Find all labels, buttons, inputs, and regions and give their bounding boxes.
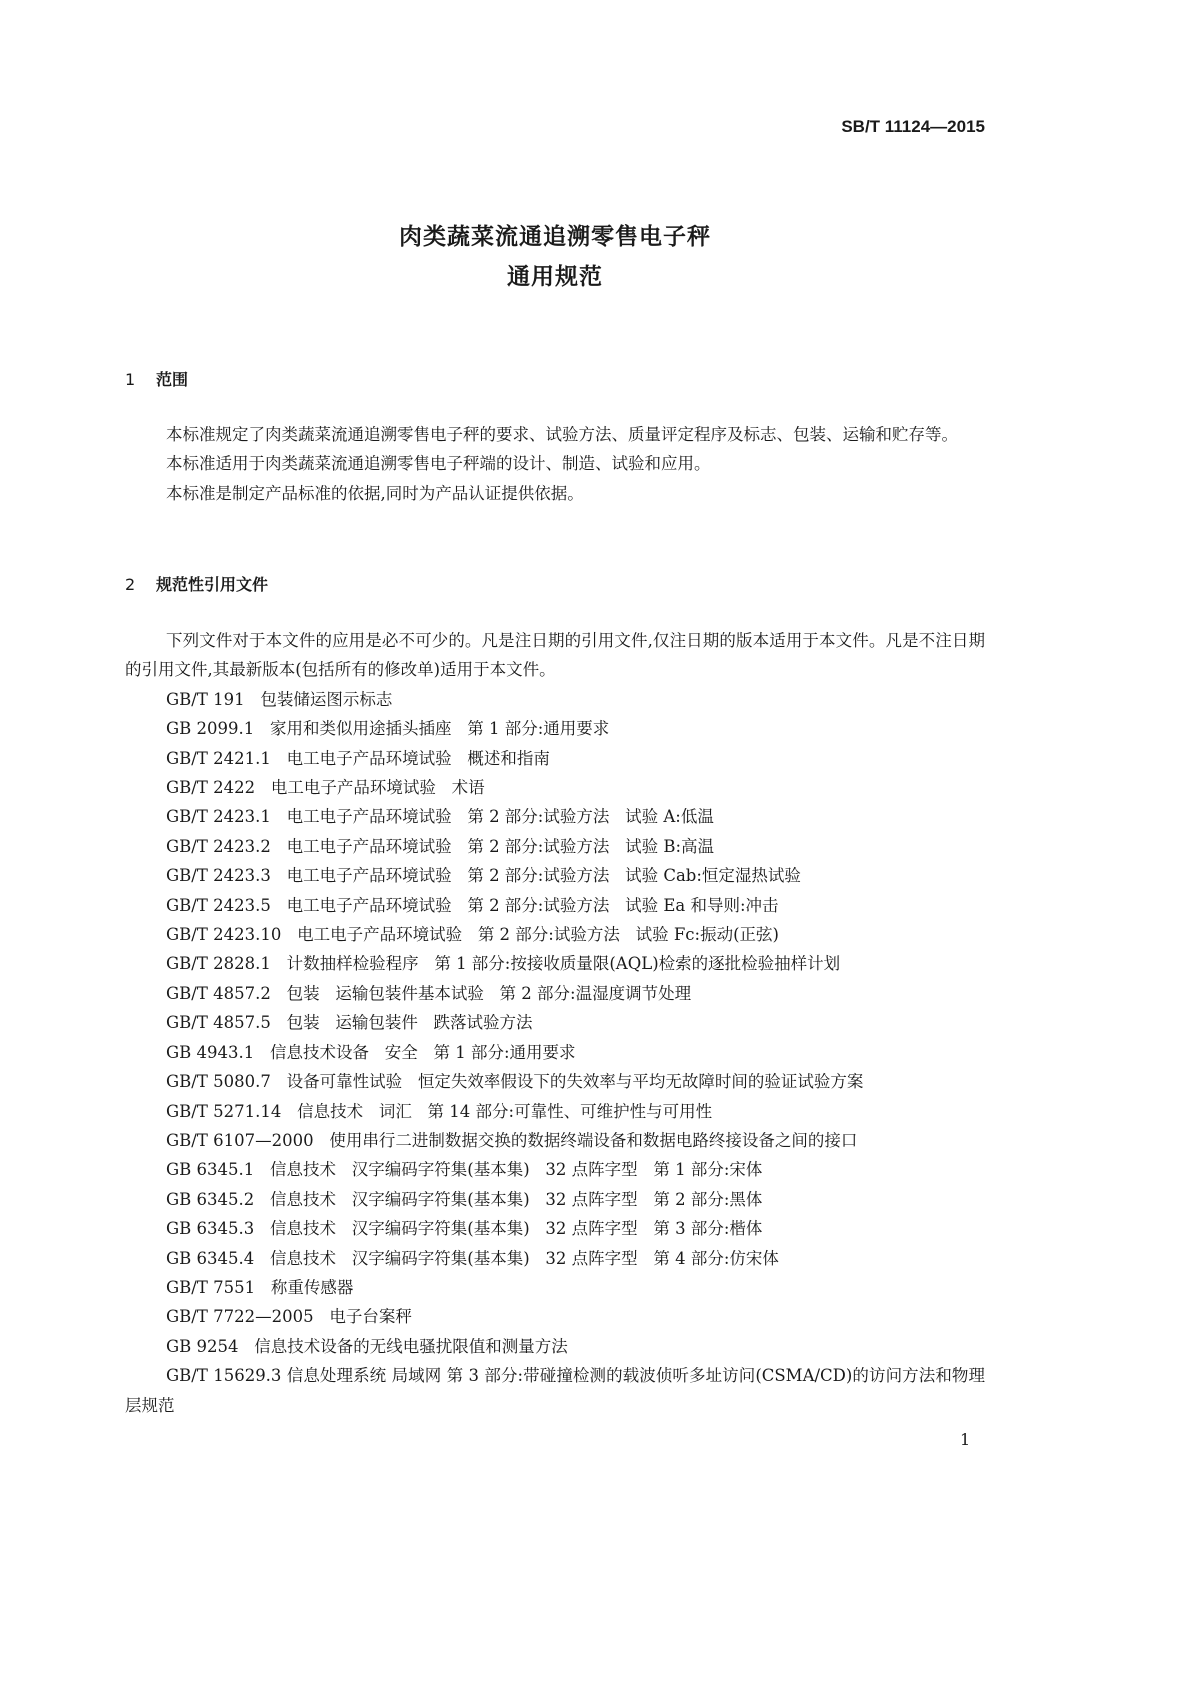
section-heading-scope <box>125 367 188 390</box>
reference-item: GB/T 6107—2000 使用串行二进制数据交换的数据终端设备和数据电路终接设备之间的接口 <box>166 1130 858 1150</box>
reference-item: GB 6345.3 信息技术 汉字编码字符集(基本集) 32 点阵字型 第 3 部分:楷体 <box>166 1219 763 1239</box>
section-number: 1 <box>125 370 136 389</box>
reference-item: GB/T 2423.2 电工电子产品环境试验 第 2 部分:试验方法 试验 B:高温 <box>166 836 715 856</box>
reference-item: GB/T 7551 称重传感器 <box>166 1277 354 1297</box>
reference-item: GB 4943.1 信息技术设备 安全 第 1 部分:通用要求 <box>166 1042 576 1062</box>
reference-item: GB/T 4857.2 包装 运输包装件基本试验 第 2 部分:温湿度调节处理 <box>166 983 692 1003</box>
reference-item: GB 2099.1 家用和类似用途插头插座 第 1 部分:通用要求 <box>166 719 610 739</box>
reference-item: GB 6345.4 信息技术 汉字编码字符集(基本集) 32 点阵字型 第 4 部分:仿宋体 <box>166 1248 779 1268</box>
reference-item: GB/T 5080.7 设备可靠性试验 恒定失效率假设下的失效率与平均无故障时间的验证试验方案 <box>166 1072 864 1092</box>
reference-item: GB/T 7722—2005 电子台案秤 <box>166 1307 412 1327</box>
reference-item: GB/T 2423.3 电工电子产品环境试验 第 2 部分:试验方法 试验 Cab:恒定湿热试验 <box>166 866 801 886</box>
standard-code: SB/T 11124—2015 <box>841 117 985 136</box>
document-title: 肉类蔬菜流通追溯零售电子秤 <box>399 224 711 250</box>
page-number: 1 <box>960 1430 971 1449</box>
reference-item: GB/T 2423.1 电工电子产品环境试验 第 2 部分:试验方法 试验 A:低温 <box>166 807 714 827</box>
reference-item: GB/T 2421.1 电工电子产品环境试验 概述和指南 <box>166 748 550 768</box>
reference-item: GB/T 191 包装储运图示标志 <box>166 689 393 709</box>
document-subtitle: 通用规范 <box>507 264 603 290</box>
section-number: 2 <box>125 575 136 594</box>
references-body <box>125 626 985 1420</box>
paragraph: 本标准适用于肉类蔬菜流通追溯零售电子秤端的设计、制造、试验和应用。 <box>166 454 711 474</box>
reference-item: GB 9254 信息技术设备的无线电骚扰限值和测量方法 <box>166 1336 568 1356</box>
reference-item: GB/T 2423.5 电工电子产品环境试验 第 2 部分:试验方法 试验 Ea 和导则:冲击 <box>166 895 779 915</box>
paragraph: 本标准是制定产品标准的依据,同时为产品认证提供依据。 <box>166 483 584 503</box>
reference-item: GB/T 5271.14 信息技术 词汇 第 14 部分:可靠性、可维护性与可用性 <box>166 1101 713 1121</box>
reference-item: GB/T 2422 电工电子产品环境试验 术语 <box>166 778 485 798</box>
reference-item: GB/T 15629.3 信息处理系统 局域网 第 3 部分:带碰撞检测的载波侦听多址访问(CSMA/CD)的访问方法和物理层规范 <box>125 1366 985 1415</box>
reference-item: GB 6345.1 信息技术 汉字编码字符集(基本集) 32 点阵字型 第 1 部分:宋体 <box>166 1160 763 1180</box>
paragraph: 本标准规定了肉类蔬菜流通追溯零售电子秤的要求、试验方法、质量评定程序及标志、包装、运输和贮存等。 <box>166 425 958 444</box>
reference-item: GB/T 2828.1 计数抽样检验程序 第 1 部分:按接收质量限(AQL)检索的逐批检验抽样计划 <box>166 954 841 974</box>
scope-body <box>125 420 985 508</box>
section-heading-normative-references <box>125 572 268 595</box>
reference-item: GB/T 4857.5 包装 运输包装件 跌落试验方法 <box>166 1013 533 1033</box>
section-title: 范围 <box>156 370 189 389</box>
paragraph: 下列文件对于本文件的应用是必不可少的。凡是注日期的引用文件,仅注日期的版本适用于本文件。凡是不注日期的引用文件,其最新版本(包括所有的修改单)适用于本文件。 <box>125 631 985 680</box>
reference-item: GB/T 2423.10 电工电子产品环境试验 第 2 部分:试验方法 试验 Fc:振动(正弦) <box>166 925 779 945</box>
reference-item: GB 6345.2 信息技术 汉字编码字符集(基本集) 32 点阵字型 第 2 部分:黑体 <box>166 1189 763 1209</box>
section-title: 规范性引用文件 <box>156 575 269 594</box>
